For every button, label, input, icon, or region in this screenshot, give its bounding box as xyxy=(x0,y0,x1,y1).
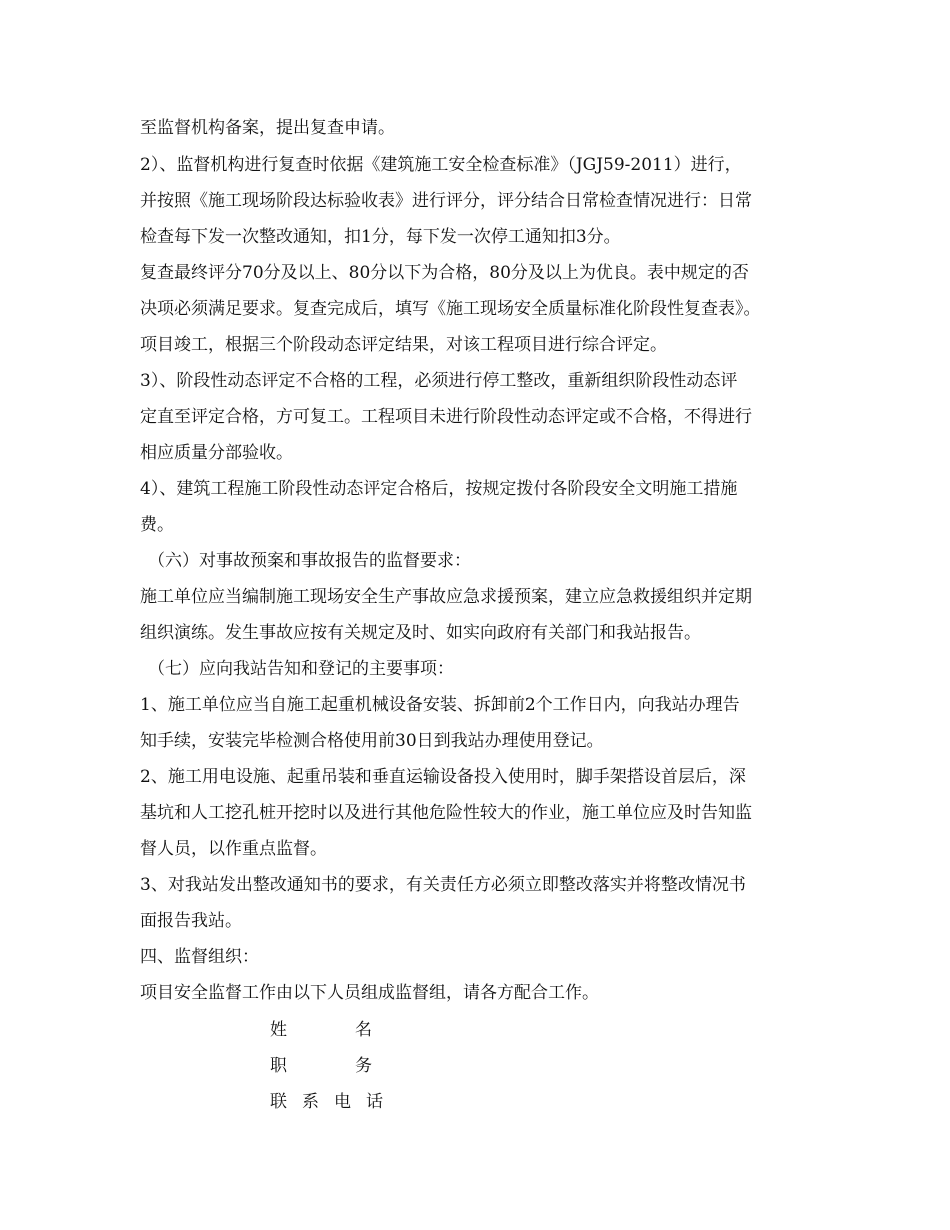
paragraph-line: 项目安全监督工作由以下人员组成监督组，请各方配合工作。 xyxy=(140,983,599,1003)
paragraph-line: 项目竣工，根据三个阶段动态评定结果，对该工程项目进行综合评定。 xyxy=(140,335,667,355)
paragraph-line: 检查每下发一次整改通知，扣1分，每下发一次停工通知扣3分。 xyxy=(140,227,621,247)
paragraph-line: 面报告我站。 xyxy=(140,911,242,931)
title-label: 职务 xyxy=(270,1056,440,1076)
paragraph-line: 知手续，安装完毕检测合格使用前30日到我站办理使用登记。 xyxy=(140,731,604,751)
paragraph-line: 3）、阶段性动态评定不合格的工程，必须进行停工整改，重新组织阶段性动态评 xyxy=(140,371,738,391)
paragraph-line: 2、施工用电设施、起重吊装和垂直运输设备投入使用时，脚手架搭设首层后，深 xyxy=(140,767,746,787)
supervision-table-name-row xyxy=(270,1019,530,1041)
supervision-table-title-row xyxy=(270,1055,530,1077)
name-label: 姓名 xyxy=(270,1020,440,1040)
paragraph-line: 2）、监督机构进行复查时依据《建筑施工安全检查标准》（JGJ59-2011）进行， xyxy=(140,155,742,175)
paragraph-line: 1、施工单位应当自施工起重机械设备安装、拆卸前2个工作日内，向我站办理告 xyxy=(140,695,740,715)
paragraph-line: 施工单位应当编制施工现场安全生产事故应急求援预案，建立应急救援组织并定期 xyxy=(140,587,752,607)
paragraph-line: 至监督机构备案，提出复查申请。 xyxy=(140,118,395,138)
paragraph-line: 定直至评定合格，方可复工。工程项目未进行阶段性动态评定或不合格，不得进行 xyxy=(140,407,752,427)
paragraph-line: 并按照《施工现场阶段达标验收表》进行评分，评分结合日常检查情况进行：日常 xyxy=(140,191,752,211)
paragraph-line: 组织演练。发生事故应按有关规定及时、如实向政府有关部门和我站报告。 xyxy=(140,623,701,643)
paragraph-line: 督人员，以作重点监督。 xyxy=(140,839,327,859)
paragraph-line: 3、对我站发出整改通知书的要求，有关责任方必须立即整改落实并将整改情况书 xyxy=(140,875,746,895)
paragraph-line: 基坑和人工挖孔桩开挖时以及进行其他危险性较大的作业，施工单位应及时告知监 xyxy=(140,803,752,823)
section-heading: （七）应向我站告知和登记的主要事项： xyxy=(148,659,454,679)
supervision-table-phone-row xyxy=(270,1091,530,1113)
paragraph-line: 费。 xyxy=(140,515,174,535)
paragraph-line: 决项必须满足要求。复查完成后，填写《施工现场安全质量标准化阶段性复查表》。 xyxy=(140,299,761,319)
section-heading: 四、监督组织： xyxy=(140,947,259,967)
paragraph-line: 复查最终评分70分及以上、80分以下为合格，80分及以上为优良。表中规定的否 xyxy=(140,263,749,283)
phone-label: 联系电话 xyxy=(270,1092,398,1112)
paragraph-line: 4）、建筑工程施工阶段性动态评定合格后，按规定拨付各阶段安全文明施工措施 xyxy=(140,479,738,499)
paragraph-line: 相应质量分部验收。 xyxy=(140,443,293,463)
section-heading: （六）对事故预案和事故报告的监督要求： xyxy=(148,551,471,571)
